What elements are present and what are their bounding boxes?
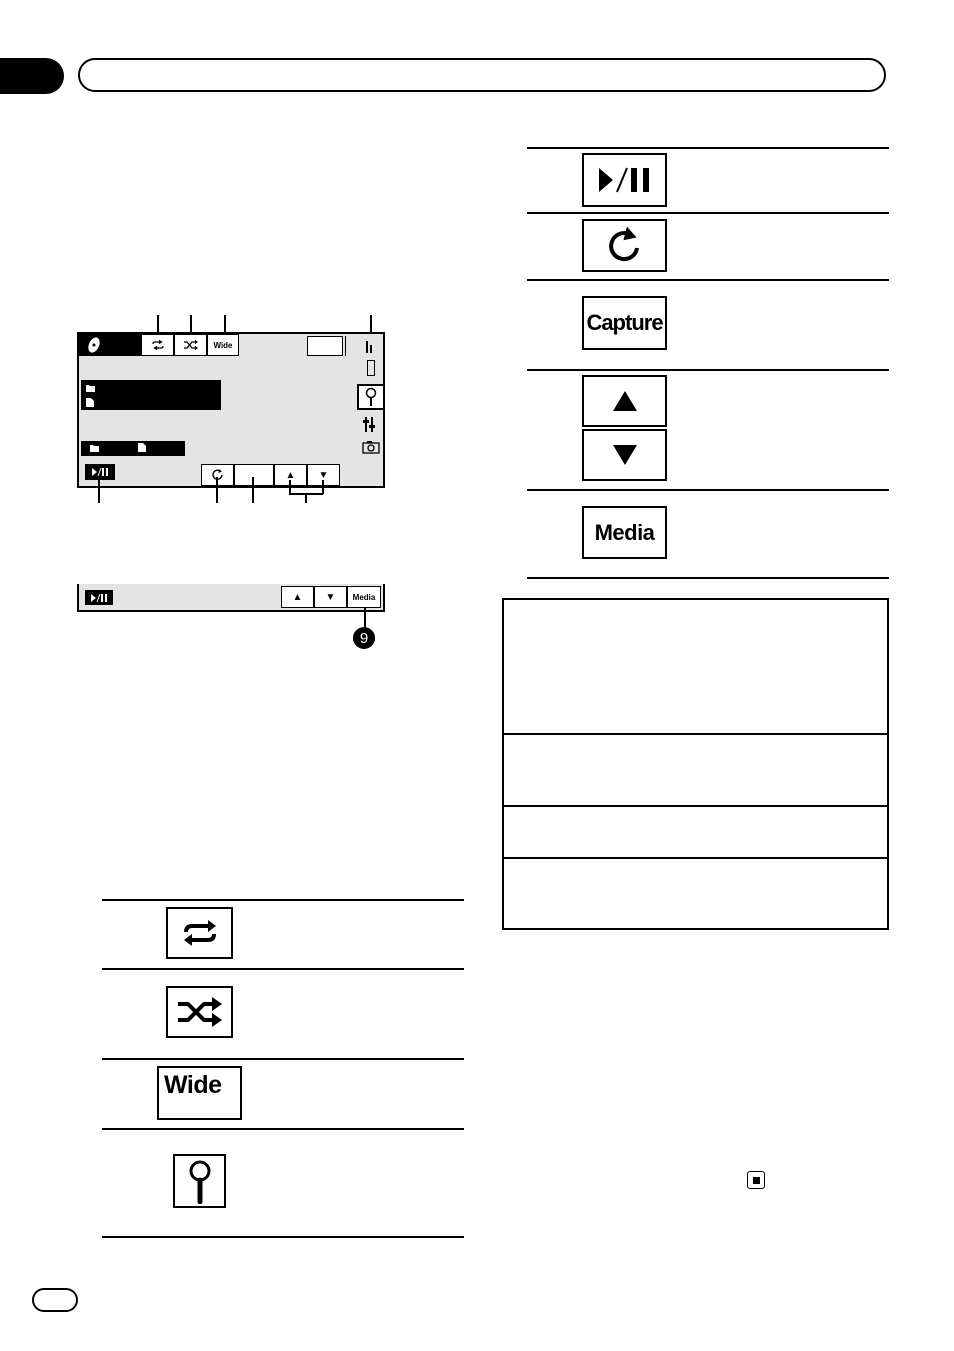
up-button[interactable] (281, 586, 314, 608)
media-label: Media (594, 519, 655, 545)
repeat-button[interactable] (141, 334, 174, 356)
blank-button[interactable] (307, 336, 343, 356)
repeat-icon (151, 340, 165, 350)
refresh-icon (211, 468, 225, 482)
table-rule (102, 1236, 464, 1238)
scroll-icon (367, 360, 375, 376)
table-rule (527, 147, 889, 149)
table-rule (527, 212, 889, 214)
capture-icon-box (582, 296, 667, 350)
callout-leader (289, 480, 291, 494)
table-rule (102, 899, 464, 901)
play-pause-icon (90, 467, 110, 477)
table-rule (102, 1128, 464, 1130)
capture-label: Capture (586, 310, 663, 335)
file-icon (86, 398, 94, 407)
page-number-pill (32, 1288, 78, 1312)
capture-blank-button[interactable] (234, 464, 274, 486)
shuffle-icon-box (166, 986, 233, 1038)
settings-icon[interactable] (363, 414, 377, 434)
mini-bar (77, 584, 385, 612)
repeat-icon (180, 919, 220, 947)
folder-icon (90, 444, 99, 452)
callout-badge-9: 9 (353, 627, 375, 649)
wide-label: Wide (164, 1071, 222, 1099)
up-arrow-icon: ▲ (285, 469, 296, 481)
play-pause-button[interactable] (85, 464, 115, 480)
zoom-icon (365, 387, 377, 407)
zoom-icon (187, 1158, 213, 1204)
table-rule (102, 968, 464, 970)
down-arrow-icon: ▼ (325, 591, 336, 603)
player-screen (77, 332, 385, 488)
table-divider (504, 805, 887, 807)
shuffle-icon (183, 340, 199, 350)
play-pause-icon (595, 165, 655, 195)
file-icon (138, 443, 146, 452)
up-arrow-icon (612, 390, 638, 412)
table-divider (504, 733, 887, 735)
table-rule (527, 489, 889, 491)
folder-icon (86, 384, 95, 392)
info-table (502, 598, 889, 930)
down-icon-box (582, 429, 667, 481)
shuffle-icon (174, 995, 226, 1029)
table-rule (102, 1058, 464, 1060)
count-bar (81, 441, 185, 456)
play-pause-icon-box (582, 153, 667, 207)
callout-leader (216, 477, 218, 503)
play-pause-button[interactable] (85, 590, 113, 605)
media-button[interactable] (347, 586, 381, 608)
end-mark-icon (747, 1171, 765, 1189)
callout-leader (322, 480, 324, 494)
folder-file-panel (81, 380, 221, 410)
table-divider (504, 857, 887, 859)
callout-leader (364, 608, 366, 628)
wide-button[interactable] (207, 334, 239, 356)
callout-leader (98, 477, 100, 503)
play-pause-icon (89, 593, 109, 603)
down-button[interactable] (314, 586, 347, 608)
wide-label: Wide (213, 340, 233, 350)
zoom-icon-box (173, 1154, 226, 1208)
header-bar (78, 58, 886, 92)
refresh-icon (605, 226, 645, 266)
list-button[interactable] (345, 336, 382, 356)
up-arrow-icon: ▲ (292, 591, 303, 603)
camera-icon[interactable] (362, 440, 380, 454)
table-rule (527, 369, 889, 371)
repeat-icon-box (166, 907, 233, 959)
refresh-icon-box (582, 219, 667, 272)
media-icon-box (582, 506, 667, 559)
up-button[interactable] (274, 464, 307, 486)
down-arrow-icon: ▼ (318, 469, 329, 481)
table-rule (527, 279, 889, 281)
callout-leader (305, 493, 307, 503)
wide-icon-box (157, 1066, 242, 1120)
media-label: Media (352, 592, 376, 602)
source-block (79, 334, 141, 356)
callout-leader (252, 477, 254, 503)
refresh-button[interactable] (201, 464, 234, 486)
chapter-tab (0, 58, 64, 94)
disc-icon (85, 336, 103, 354)
down-button[interactable] (307, 464, 340, 486)
table-rule (527, 577, 889, 579)
shuffle-button[interactable] (174, 334, 207, 356)
zoom-button[interactable] (357, 384, 385, 410)
up-icon-box (582, 375, 667, 427)
down-arrow-icon (612, 444, 638, 466)
